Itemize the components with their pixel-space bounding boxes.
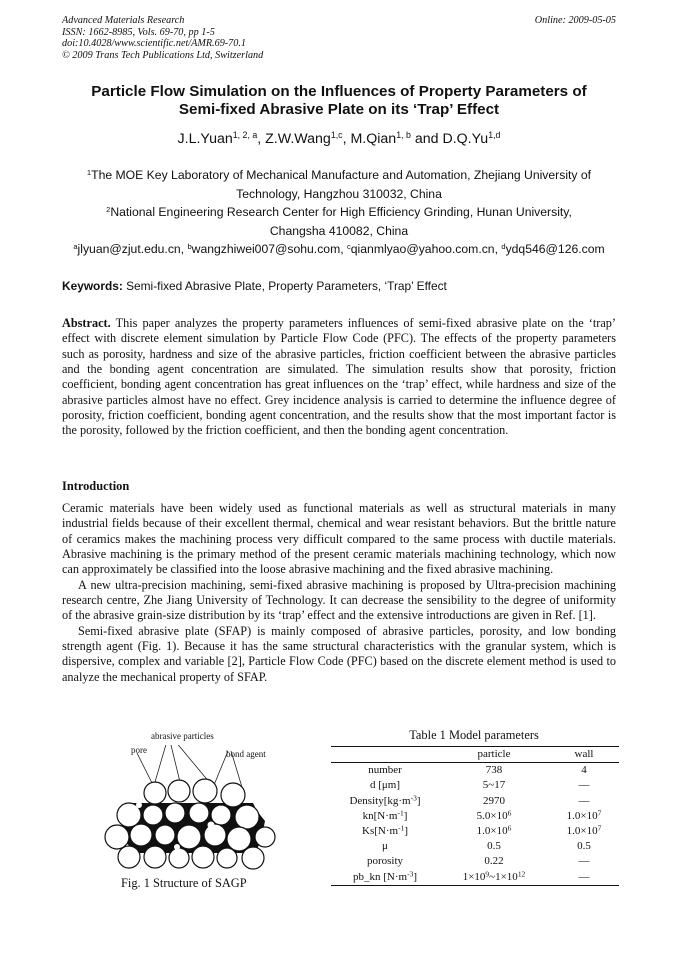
author-separator: ,	[257, 131, 266, 147]
param-cell	[331, 824, 439, 839]
paragraph: A new ultra-precision machining, semi-fixed abrasive machining is proposed by Ultra-precision machining research centre, Zhe Jiang University of Technology. It can decrease the sensibility to the degree of uniformity of the abrasive grain-size distribution by its ‘trap’ effect and the extensive introductions are given in Ref. [1].	[62, 577, 616, 623]
particle-cell	[439, 778, 549, 793]
wall-cell	[549, 839, 619, 854]
wall-value: 4	[581, 764, 587, 777]
figure-1-structure-diagram	[95, 745, 285, 873]
param-name: d [μm]	[369, 779, 401, 792]
param-bracket: ]	[413, 870, 417, 883]
email-mark: c	[347, 241, 351, 251]
title-line-1: Particle Flow Simulation on the Influences of Property Parameters of	[91, 83, 587, 100]
affiliation-1-line-1	[62, 166, 616, 185]
column-header	[331, 747, 439, 763]
wall-value: —	[578, 855, 590, 868]
param-cell	[331, 794, 439, 809]
table-row	[331, 839, 619, 854]
email-mark: b	[187, 241, 192, 251]
table-row	[331, 778, 619, 793]
particle-value: 0.5	[487, 840, 501, 853]
journal-name: Advanced Materials Research	[62, 15, 185, 26]
author-name: D.Q.Yu	[442, 131, 489, 147]
author-name: M.Qian	[350, 131, 397, 147]
author-affil-mark: 1, 2, a	[232, 130, 258, 141]
wall-value: 1.0×10	[566, 825, 598, 838]
particle-cell	[439, 824, 549, 839]
title-line-2: Semi-fixed Abrasive Plate on its ‘Trap’ Effect	[178, 101, 500, 118]
particle-cell	[439, 763, 549, 779]
table-row	[331, 794, 619, 809]
table-row	[331, 824, 619, 839]
abstract-text: This paper analyzes the property parameters influences of semi-fixed abrasive plate on the ‘trap’ effect with discrete element simulation by Particle Flow Code (PFC). The effects of the property parameters such as porosity, hardness and size of the abrasive particles, friction coefficient between the abrasive particles and the bonding agent concentration are simulated. The simulation results show that porosity, friction coefficient, bonding agent concentration has great influences on the ‘trap’ effect, while hardness and size of the abrasive particles almost have no effect. Grey incidence analysis is carried to determine the influence degree of porosity, friction coefficient, bonding agent concentration, and the results show that the most important factor is the porosity, followed by the friction coefficient, and then the bonding agent concentration.	[62, 316, 616, 438]
abstract-label: Abstract.	[62, 316, 111, 330]
table-row	[331, 870, 619, 886]
wall-cell	[549, 870, 619, 886]
paper-title	[62, 83, 616, 119]
issn-line: ISSN: 1662-8985, Vols. 69-70, pp 1-5	[62, 26, 215, 38]
param-name: kn[N·m	[362, 809, 398, 822]
wall-cell	[549, 824, 619, 839]
param-bracket: ]	[404, 825, 408, 838]
wall-value: 1.0×10	[566, 809, 598, 822]
author-name: Z.W.Wang	[265, 131, 331, 147]
copyright-line: © 2009 Trans Tech Publications Ltd, Switzerland	[62, 49, 264, 61]
figure-label-abrasive-particles: abrasive particles	[151, 731, 214, 741]
paragraph: Ceramic materials have been widely used as functional materials as well as structural materials in many industrial fields because of their excellent thermal, chemical and wear resistant behaviors. But the brittle nature of ceramics makes the machining process very difficult compared to the same process with ductile materials. Abrasive machining is the primary method of the present ceramic materials machining technology, which now can approximately be classified into the loose abrasive machining and the fixed abrasive machining.	[62, 501, 616, 577]
keywords	[62, 279, 616, 293]
online-date: Online: 2009-05-05	[534, 15, 616, 26]
param-name: Density[kg·m	[349, 794, 411, 807]
affiliation-1-line-2: Technology, Hangzhou 310032, China	[236, 186, 442, 201]
affiliations	[62, 166, 616, 259]
param-cell	[331, 809, 439, 824]
table-row	[331, 854, 619, 869]
email-address[interactable]: qianmlyao@yahoo.com.cn,	[350, 242, 502, 256]
email-mark: a	[73, 241, 78, 251]
wall-value: 0.5	[577, 840, 591, 853]
affiliation-mark: 1	[86, 167, 92, 177]
value-exponent: 12	[517, 869, 526, 879]
email-line	[62, 240, 616, 259]
table-row	[331, 809, 619, 824]
wall-value: —	[578, 870, 590, 883]
affiliation-2-line-1	[62, 203, 616, 222]
wall-cell	[549, 854, 619, 869]
value-exponent: 7	[597, 808, 602, 818]
wall-value: —	[578, 779, 590, 792]
author-affil-mark: 1,c	[330, 130, 343, 141]
section-heading-introduction: Introduction	[62, 479, 130, 493]
figure-label-pore: pore	[131, 745, 147, 755]
param-name: Ks[N·m	[362, 825, 399, 838]
wall-cell	[549, 794, 619, 809]
figure-label-bond-agent: bond agent	[226, 749, 266, 759]
particle-cell	[439, 839, 549, 854]
table-header-row	[331, 747, 619, 763]
wall-value: —	[578, 794, 590, 807]
param-exponent: -1	[398, 823, 405, 833]
particle-cell	[439, 870, 549, 886]
value-exponent: 9	[485, 869, 490, 879]
affiliation-text: The MOE Key Laboratory of Mechanical Manufacture and Automation, Zhejiang University of	[91, 168, 592, 182]
particle-value: 738	[485, 764, 503, 777]
value-exponent: 6	[507, 808, 512, 818]
affiliation-mark: 2	[106, 204, 111, 214]
param-bracket: ]	[416, 794, 421, 807]
author-separator: ,	[342, 131, 351, 147]
param-name: number	[368, 764, 402, 777]
model-parameters-table	[331, 746, 619, 886]
particle-value: 1.0×10	[476, 825, 508, 838]
param-cell	[331, 854, 439, 869]
particle-value: 1×10	[462, 870, 486, 883]
paragraph: Semi-fixed abrasive plate (SFAP) is mainly composed of abrasive particles, porosity, and low bonding strength agent (Fig. 1). Because it has the same structural characteristics with the granular system, which is dispersive, complex and variable [2], Particle Flow Code (PFC) based on the discrete element method is used to analyze the mechanical property of SFAP.	[62, 623, 616, 684]
value-exponent: 6	[507, 823, 512, 833]
author-name: J.L.Yuan	[177, 131, 233, 147]
wall-cell	[549, 809, 619, 824]
particle-value: 2970	[483, 794, 505, 807]
param-name: pb_kn [N·m	[353, 870, 408, 883]
column-header: particle	[477, 748, 511, 761]
particle-value-range: ~1×10	[489, 870, 518, 883]
keywords-label: Keywords:	[62, 279, 123, 293]
param-name: porosity	[366, 855, 404, 868]
affiliation-text: National Engineering Research Center for High Efficiency Grinding, Hunan University,	[110, 205, 572, 219]
particle-value: 0.22	[484, 855, 504, 868]
email-address[interactable]: jlyuan@zjut.edu.cn,	[77, 242, 188, 256]
introduction-body	[62, 501, 616, 685]
keywords-text: Semi-fixed Abrasive Plate, Property Parameters, ‘Trap’ Effect	[122, 279, 447, 293]
abstract	[62, 316, 616, 439]
param-cell	[331, 763, 439, 779]
email-address[interactable]: ydq546@126.com	[505, 242, 605, 256]
particle-cell	[439, 809, 549, 824]
author-affil-mark: 1,d	[488, 130, 501, 141]
param-exponent: -3	[410, 793, 417, 803]
email-address[interactable]: wangzhiwei007@sohu.com,	[191, 242, 347, 256]
affiliation-2-line-2: Changsha 410082, China	[269, 223, 409, 238]
param-cell	[331, 778, 439, 793]
author-separator: and	[410, 131, 443, 147]
particle-cell	[439, 794, 549, 809]
table-1-caption: Table 1 Model parameters	[409, 728, 539, 742]
particle-value: 5.0×10	[476, 809, 508, 822]
running-header	[62, 15, 616, 61]
author-list	[62, 131, 616, 147]
particle-cell	[439, 854, 549, 869]
table-row	[331, 763, 619, 779]
param-bracket: ]	[403, 809, 408, 822]
value-exponent: 7	[597, 823, 602, 833]
param-exponent: -3	[407, 869, 414, 879]
column-header: wall	[574, 748, 594, 761]
figure-1-caption: Fig. 1 Structure of SAGP	[121, 876, 247, 890]
param-cell	[331, 839, 439, 854]
param-exponent: -1	[397, 808, 404, 818]
author-affil-mark: 1, b	[396, 130, 411, 141]
param-cell	[331, 870, 439, 886]
wall-cell	[549, 763, 619, 779]
email-mark: d	[501, 241, 506, 251]
param-name: μ	[382, 840, 388, 853]
doi-line: doi:10.4028/www.scientific.net/AMR.69-70.1	[62, 38, 247, 50]
wall-cell	[549, 778, 619, 793]
particle-value: 5~17	[482, 779, 506, 792]
